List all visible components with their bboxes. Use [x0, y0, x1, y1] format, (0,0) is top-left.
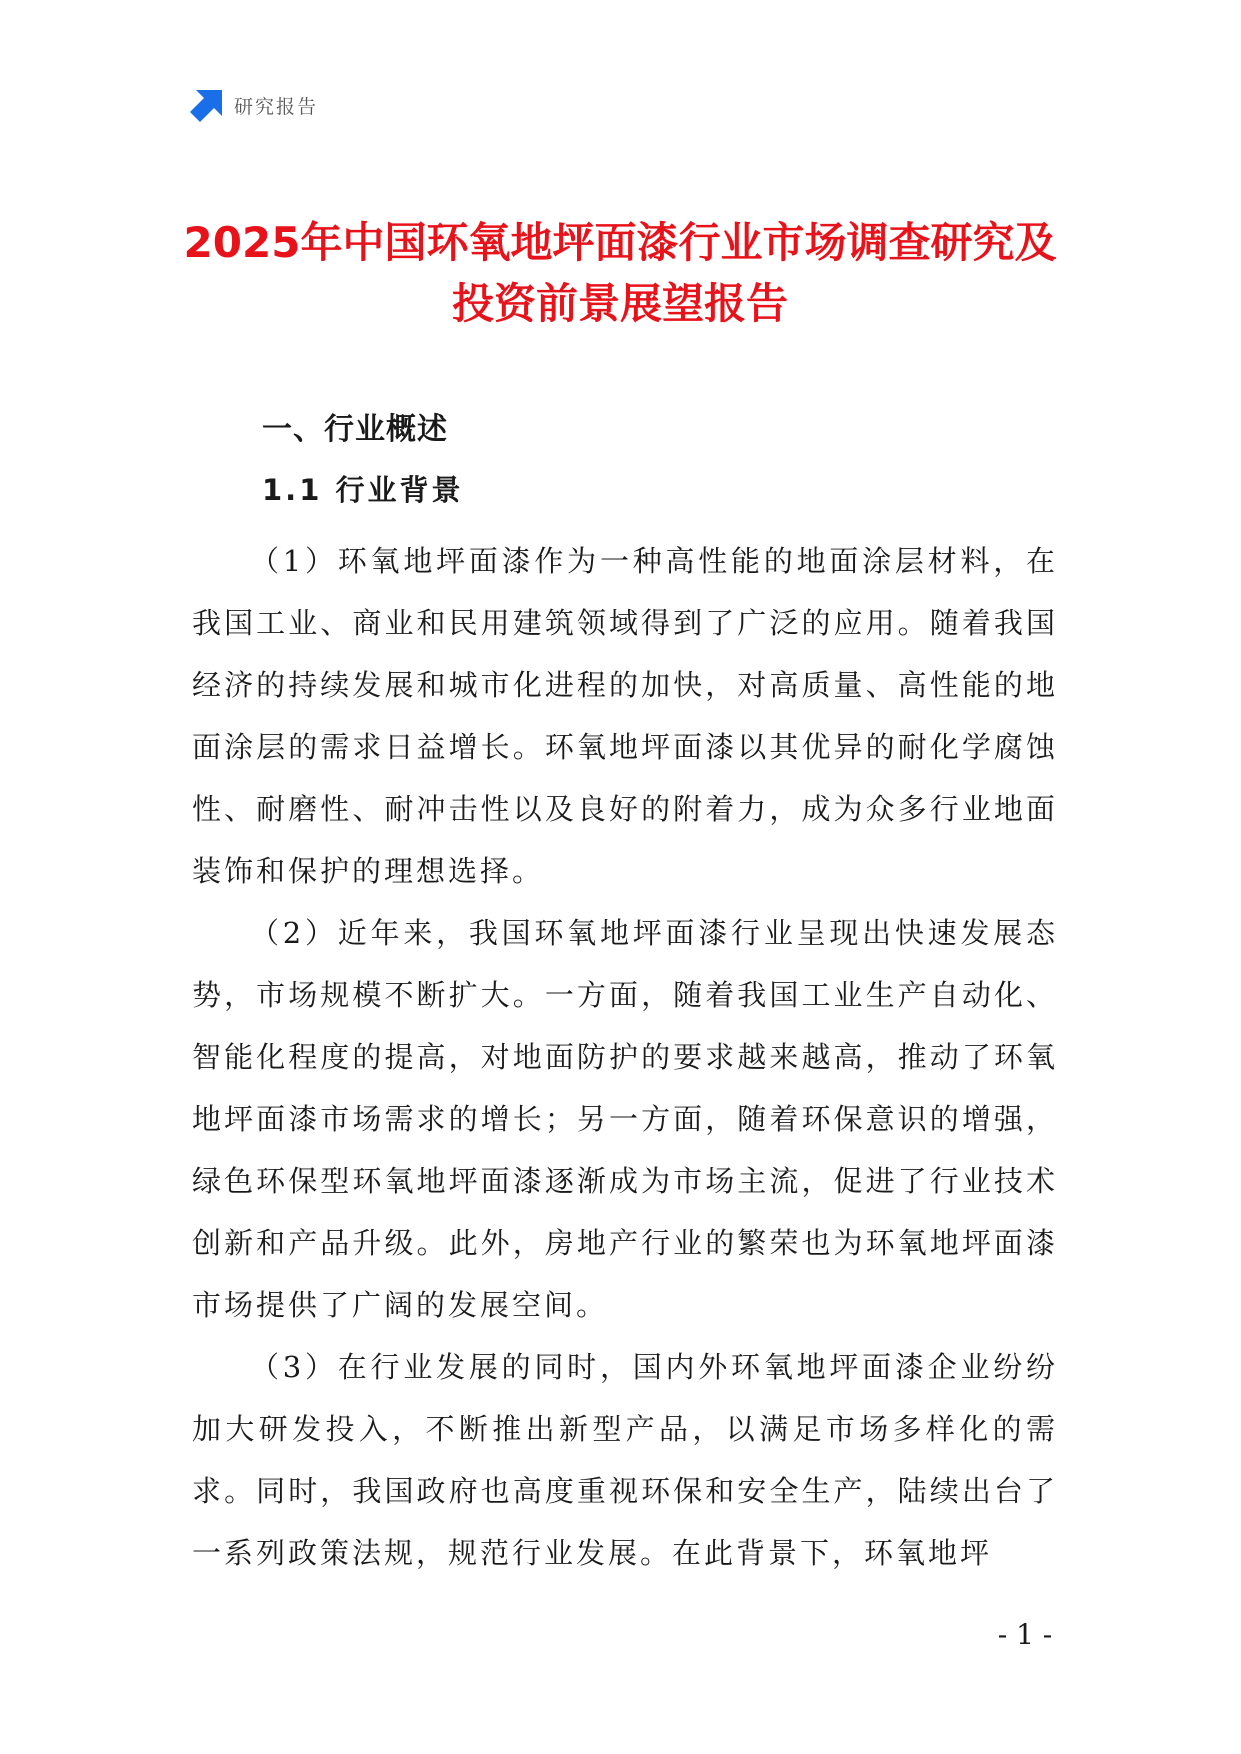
report-type-label: 研究报告 [234, 95, 319, 118]
document-title: 2025年中国环氧地坪面漆行业市场调查研究及投资前景展望报告 [183, 218, 1057, 328]
subsection-heading: 1.1 行业背景 [262, 473, 464, 507]
section-heading: 一、行业概述 [262, 412, 448, 447]
document-body [192, 410, 1058, 1584]
report-header [190, 88, 318, 122]
diagonal-arrow-logo-icon [190, 88, 224, 122]
paragraph-2: （2）近年来，我国环氧地坪面漆行业呈现出快速发展态势，市场规模不断扩大。一方面，随着我国工业生产自动化、智能化程度的提高，对地面防护的要求越来越高，推动了环氧地坪面漆市场需求的增长；另一方面，随着环保意识的增强，绿色环保型环氧地坪面漆逐渐成为市场主流，促进了行业技术创新和产品升级。此外，房地产行业的繁荣也为环氧地坪面漆市场提供了广阔的发展空间。 [192, 916, 1058, 1322]
page-number: - 1 - [997, 1618, 1053, 1651]
paragraph-3: （3）在行业发展的同时，国内外环氧地坪面漆企业纷纷加大研发投入，不断推出新型产品，以满足市场多样化的需求。同时，我国政府也高度重视环保和安全生产，陆续出台了一系列政策法规，规范行业发展。在此背景下，环氧地坪 [192, 1350, 1058, 1570]
paragraph-1: （1）环氧地坪面漆作为一种高性能的地面涂层材料，在我国工业、商业和民用建筑领域得到了广泛的应用。随着我国经济的持续发展和城市化进程的加快，对高质量、高性能的地面涂层的需求日益增长。环氧地坪面漆以其优异的耐化学腐蚀性、耐磨性、耐冲击性以及良好的附着力，成为众多行业地面装饰和保护的理想选择。 [192, 544, 1058, 888]
